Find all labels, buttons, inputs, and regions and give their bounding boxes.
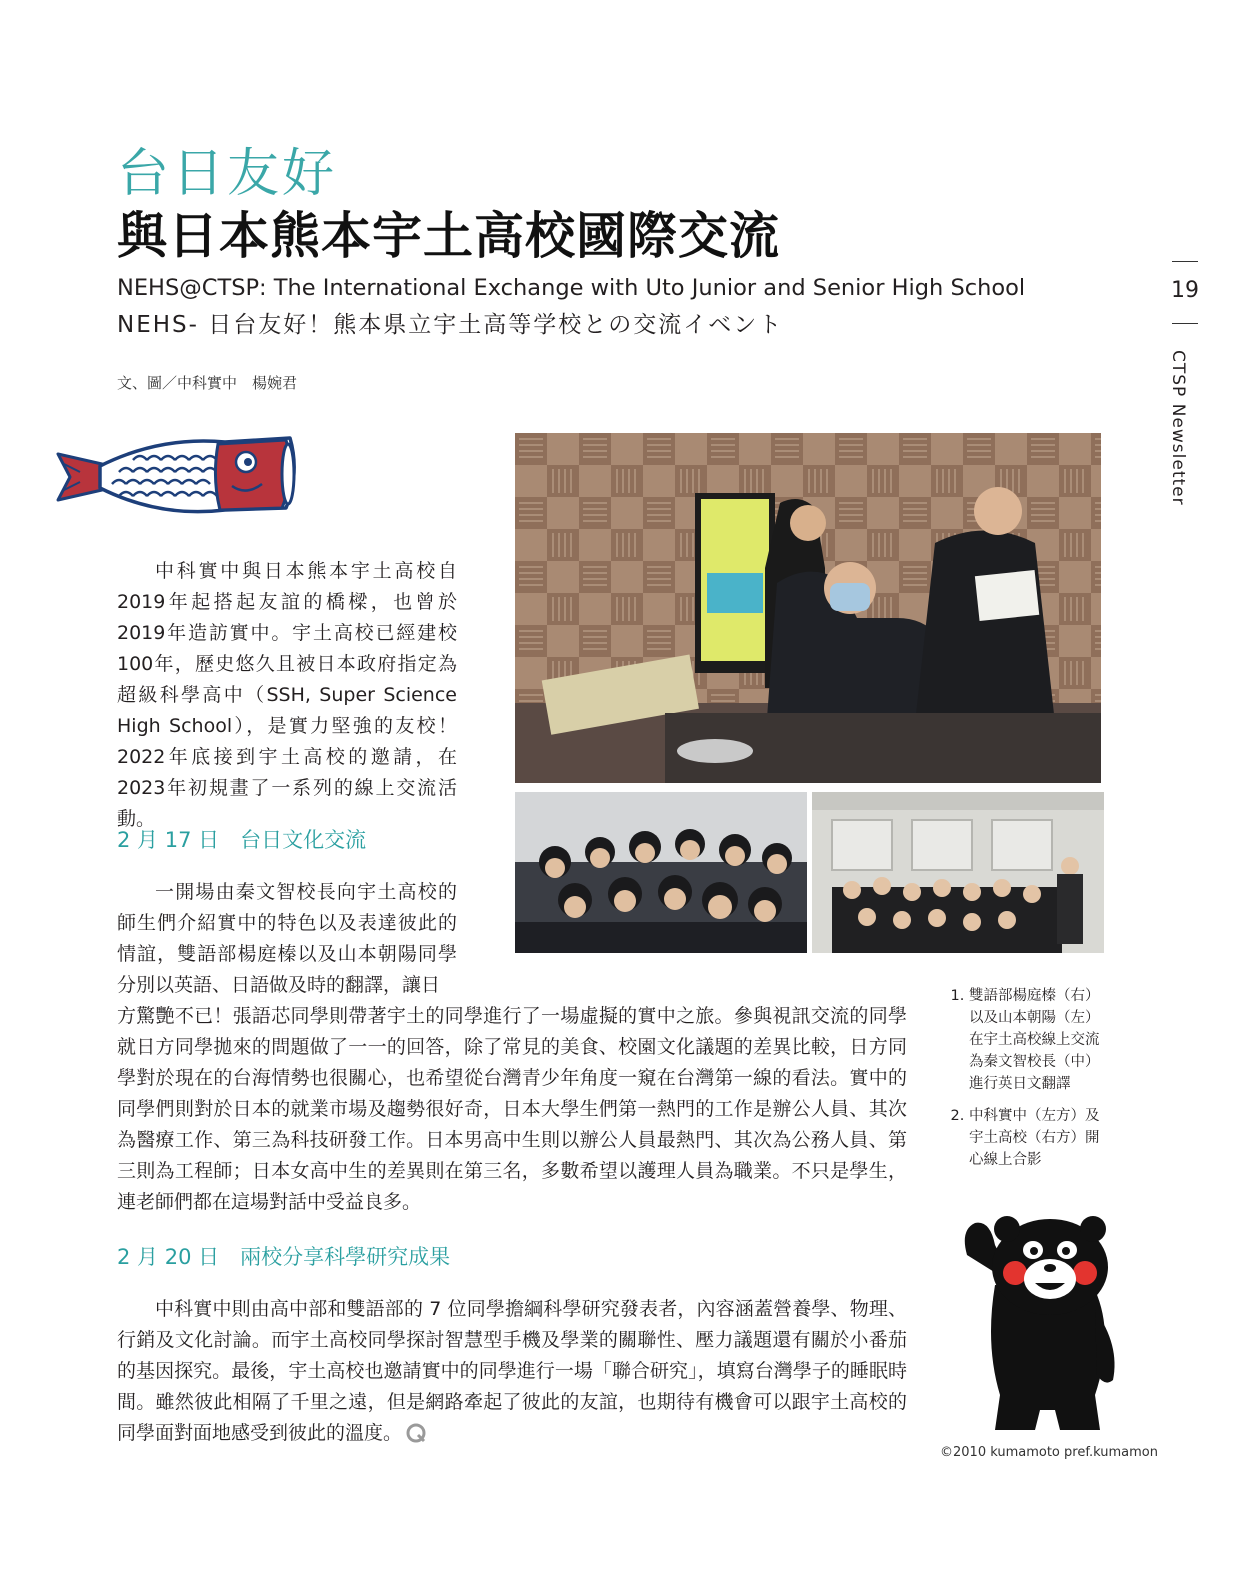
end-mark-icon (406, 1423, 426, 1443)
photo-captions (955, 985, 1105, 1181)
subtitle-english: NEHS@CTSP: The International Exchange with Uto Junior and Senior High School (117, 275, 1026, 301)
photo-taiwan-students (515, 792, 807, 953)
koinobori-fish-illustration (50, 428, 300, 526)
intro-text: 中科實中與日本熊本宇土高校自2019年起搭起友誼的橋樑，也曾於2019年造訪實中。宇土高校已經建校100年，歷史悠久且被日本政府指定為超級科學高中（SSH, Super Science High School），是實力堅強的友校！ 2022年底接到宇土高校的邀請，在2023年初規畫了一系列的線上交流活動。 (117, 560, 457, 830)
section2-paragraph (117, 1294, 907, 1449)
article-kicker: 台日友好 (117, 144, 338, 204)
section-heading-science-research: 2 月 20 日 兩校分享科學研究成果 (117, 1245, 451, 1269)
photo-translation-scene (515, 433, 1101, 783)
intro-paragraph (117, 556, 457, 835)
illustration-credit: ©2010 kumamoto pref.kumamon (940, 1445, 1158, 1460)
kumamon-illustration (955, 1215, 1125, 1437)
page-number-rule-top (1172, 261, 1198, 262)
section1-paragraph-wide (117, 1001, 907, 1218)
page-number: 19 (1171, 278, 1199, 303)
caption-item: 2. 中科實中（左方）及宇土高校（右方）開心線上合影 (969, 1105, 1105, 1171)
caption-item: 1. 雙語部楊庭榛（右）以及山本朝陽（左）在宇土高校線上交流為秦文智校長（中）進行英日文翻譯 (969, 985, 1105, 1095)
byline: 文、圖／中科實中 楊婉君 (117, 374, 298, 392)
section2-text: 中科實中則由高中部和雙語部的 7 位同學擔綱科學研究發表者，內容涵蓋營養學、物理、行銷及文化討論。而宇土高校同學探討智慧型手機及學業的關聯性、壓力議題還有關於小番茄的基因探究。最後，宇土高校也邀請實中的同學進行一場「聯合研究」，填寫台灣學子的睡眠時間。雖然彼此相隔了千里之遠，但是網路牽起了彼此的友誼，也期待有機會可以跟宇土高校的同學面對面地感受到彼此的溫度。 (117, 1298, 907, 1444)
section1-text-part1: 一開場由秦文智校長向宇土高校的師生們介紹實中的特色以及表達彼此的情誼，雙語部楊庭榛以及山本朝陽同學分別以英語、日語做及時的翻譯，讓日 (117, 881, 457, 996)
section1-text-part2: 方驚艷不已！張語芯同學則帶著宇土的同學進行了一場虛擬的實中之旅。參與視訊交流的同學就日方同學拋來的問題做了一一的回答，除了常見的美食、校園文化議題的差異比較，日方同學對於現在的台海情勢也很關心，也希望從台灣青少年角度一窺在台灣第一線的看法。實中的同學們則對於日本的就業市場及趨勢很好奇，日本大學生們第一熱門的工作是辦公人員、其次為醫療工作、第三為科技研發工作。日本男高中生則以辦公人員最熱門、其次為公務人員、第三則為工程師；日本女高中生的差異則在第三名，多數希望以護理人員為職業。不只是學生，連老師們都在這場對話中受益良多。 (117, 1005, 907, 1213)
subtitle-japanese: NEHS- 日台友好！熊本県立宇土高等学校との交流イベント (117, 312, 784, 338)
section1-paragraph-narrow (117, 877, 457, 1001)
publication-name: CTSP Newsletter (1168, 350, 1188, 506)
section-heading-cultural-exchange: 2 月 17 日 台日文化交流 (117, 828, 367, 852)
photo-japan-students (812, 792, 1104, 953)
page-number-rule-bottom (1172, 323, 1198, 324)
article-title: 與日本熊本宇土高校國際交流 (117, 207, 780, 265)
